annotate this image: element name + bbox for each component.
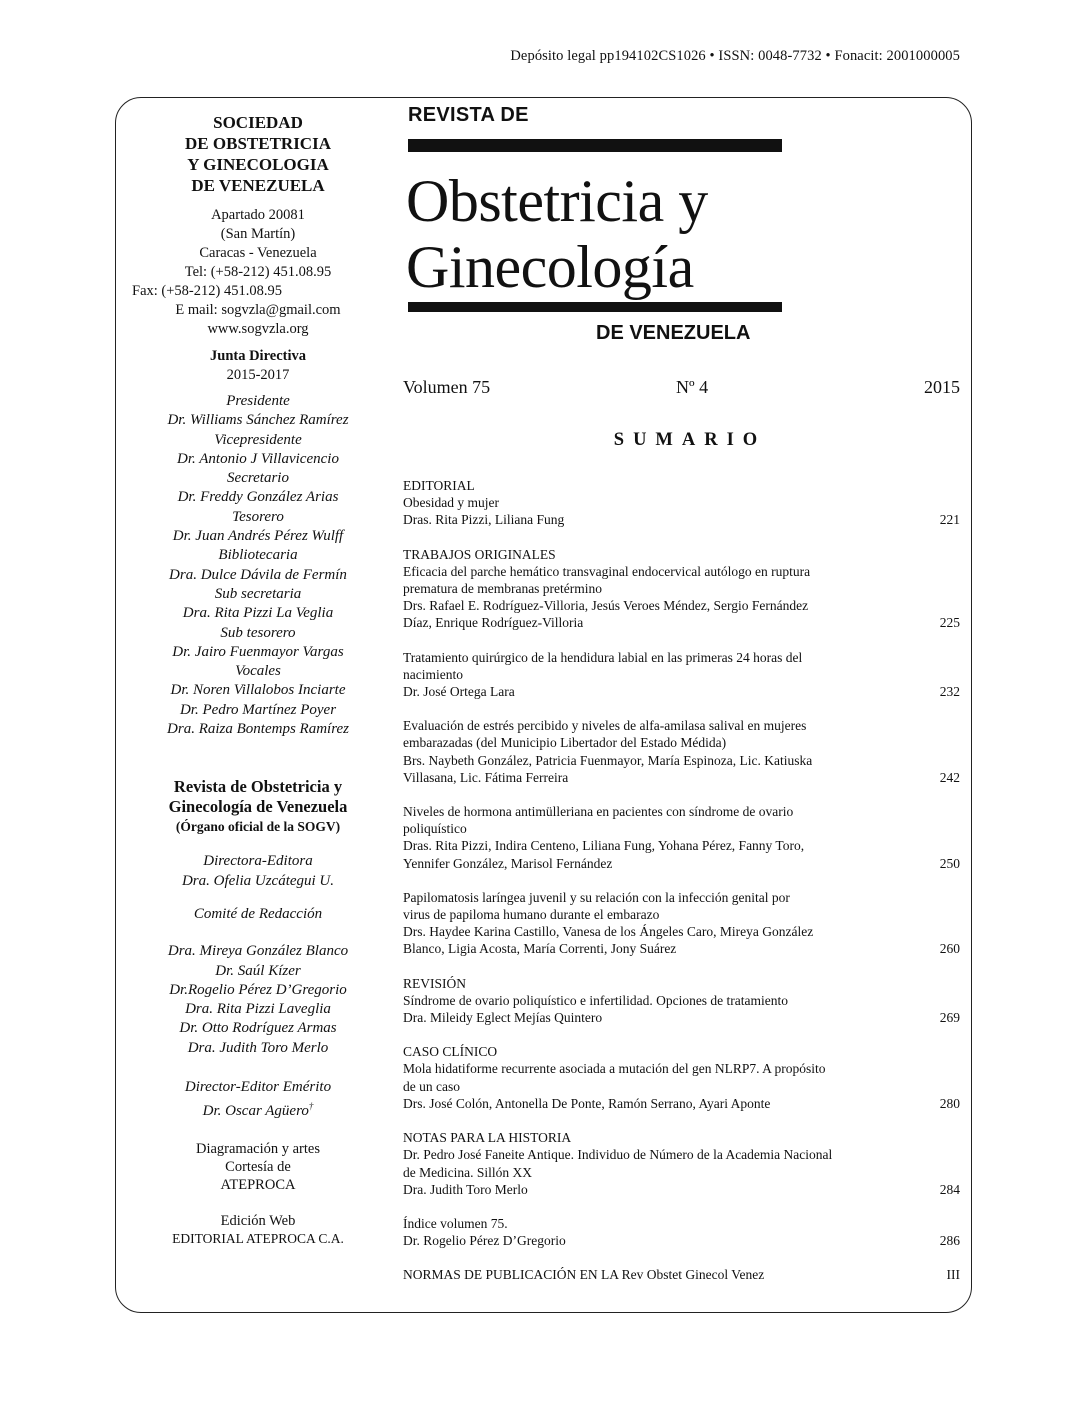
toc-section-historia	[403, 1129, 960, 1198]
article-authors-line: Drs. Rafael E. Rodríguez-Villoria, Jesús Veroes Méndez, Sergio Fernández	[403, 598, 809, 614]
article-authors: Dr. Rogelio Pérez D’Gregorio	[403, 1233, 566, 1249]
article-title-line: Tratamiento quirúrgico de la hendidura labial en las primeras 24 horas del	[403, 649, 803, 665]
toc-entry[interactable]	[403, 649, 960, 701]
board-period: 2015-2017	[226, 367, 290, 383]
toc-section-editorial	[403, 477, 960, 529]
toc-entry[interactable]	[403, 1146, 960, 1198]
board-role: Sub secretaria	[214, 585, 302, 602]
society-contact	[128, 206, 388, 339]
journal-info	[128, 777, 388, 1247]
left-column	[128, 112, 388, 1248]
layout-credit-line: Diagramación y artes	[195, 1140, 320, 1157]
board-member: Dr. Freddy González Arias	[177, 489, 339, 506]
page-number: 225	[939, 615, 960, 631]
toc-section-caso-clinico	[403, 1043, 960, 1112]
page-number: 269	[939, 1010, 960, 1026]
article-title-line: nacimiento	[403, 666, 463, 682]
section-heading: CASO CLÍNICO	[403, 1044, 498, 1060]
article-authors: Dras. Rita Pizzi, Liliana Fung	[403, 512, 565, 528]
article-authors-row	[403, 1009, 960, 1026]
page-number: 286	[939, 1233, 960, 1249]
website-link[interactable]: www.sogvzla.org	[207, 321, 309, 337]
layout-credits	[128, 1140, 388, 1194]
article-title-line: virus de papiloma humano durante el embarazo	[403, 907, 660, 923]
article-authors-row	[403, 1095, 960, 1112]
toc-entry[interactable]	[403, 889, 960, 958]
committee-member: Dra. Rita Pizzi Laveglia	[185, 1001, 331, 1018]
article-title-line: Evaluación de estrés percibido y niveles de alfa-amilasa salival en mujeres	[403, 718, 807, 734]
board-role: Vocales	[235, 663, 281, 680]
layout-credit-line: Cortesía de	[225, 1158, 291, 1175]
committee-member: Dr. Otto Rodríguez Armas	[179, 1020, 337, 1037]
board-member: Dr. Antonio J Villavicencio	[177, 450, 339, 467]
article-authors-row	[403, 940, 960, 957]
article-title-line: Niveles de hormona antimülleriana en pacientes con síndrome de ovario	[403, 804, 794, 820]
address-line: Caracas - Venezuela	[199, 245, 317, 261]
article-title-line: embarazadas (del Municipio Libertador del Estado Médida)	[403, 735, 727, 751]
article-authors-line: Drs. Haydee Karina Castillo, Vanesa de los Ángeles Caro, Mireya González	[403, 924, 814, 940]
masthead-de-venezuela: DE VENEZUELA	[596, 322, 751, 344]
article-authors-line: Dr. José Ortega Lara	[403, 684, 515, 700]
article-title-line: poliquístico	[403, 821, 467, 837]
toc-section-revision	[403, 975, 960, 1027]
page-number: 242	[939, 769, 960, 785]
journal-info-title-line: Ginecología de Venezuela	[168, 797, 348, 817]
board-role: Tesorero	[232, 508, 284, 525]
committee-member: Dra. Mireya González Blanco	[167, 943, 349, 960]
article-authors: Dra. Mileidy Eglect Mejías Quintero	[403, 1010, 603, 1026]
board-role: Secretario	[227, 470, 289, 487]
article-authors-row	[403, 683, 960, 700]
volume-label: Volumen 75	[403, 377, 491, 397]
section-heading: TRABAJOS ORIGINALES	[403, 546, 556, 562]
masthead-title	[406, 168, 786, 300]
article-authors-line: Blanco, Ligia Acosta, María Correnti, Jony Suárez	[403, 941, 677, 957]
toc-entry[interactable]	[403, 563, 960, 632]
toc-entry[interactable]	[403, 1060, 960, 1112]
masthead-title-line: Ginecología	[406, 234, 694, 300]
article-title-line: Papilomatosis laríngea juvenil y su relación con la infección genital por	[403, 889, 790, 905]
article-authors-row	[403, 855, 960, 872]
masthead-bottom-bar	[408, 302, 782, 312]
article-authors-row	[403, 614, 960, 631]
director-name: Dra. Ofelia Uzcátegui U.	[181, 872, 335, 889]
web-edition-title: Edición Web	[220, 1212, 296, 1229]
fax-line: Fax: (+58-212) 451.08.95	[132, 283, 282, 299]
board-member: Dra. Dulce Dávila de Fermín	[169, 566, 347, 583]
issue-info-row	[403, 377, 960, 399]
page-number: 284	[939, 1181, 960, 1197]
board-member: Dr. Noren Villalobos Inciarte	[170, 682, 346, 699]
toc-section-originales	[403, 546, 960, 958]
article-title[interactable]: Obesidad y mujer	[403, 495, 499, 511]
issue-year: 2015	[924, 377, 960, 397]
article-authors-line: Brs. Naybeth González, Patricia Fuenmayor, María Espinoza, Lic. Katiuska	[403, 752, 813, 768]
article-title[interactable]: Síndrome de ovario poliquístico e infertilidad. Opciones de tratamiento	[403, 992, 789, 1008]
article-authors-line: Yennifer González, Marisol Fernández	[403, 855, 613, 871]
masthead-revista-de: REVISTA DE	[408, 104, 529, 126]
address-line: (San Martín)	[220, 226, 296, 242]
board-member: Dra. Raiza Bontemps Ramírez	[167, 721, 349, 738]
board-member: Dr. Pedro Martínez Poyer	[179, 701, 337, 718]
committee-member: Dra. Judith Toro Merlo	[187, 1039, 329, 1056]
page-number: 280	[939, 1095, 960, 1111]
board-member: Dr. Juan Andrés Pérez Wulff	[172, 528, 344, 545]
board-list	[128, 392, 388, 739]
committee-member: Dr. Saúl Kízer	[215, 962, 301, 979]
committee-member: Dr.Rogelio Pérez D’Gregorio	[169, 981, 347, 998]
article-title-line: Dr. Pedro José Faneite Antique. Individuo de Número de la Academia Nacional	[403, 1147, 833, 1163]
sumario-heading: SUMARIO	[613, 430, 767, 450]
toc-section-indice	[403, 1215, 960, 1249]
board-title: Junta Directiva	[210, 348, 306, 364]
web-publisher: EDITORIAL ATEPROCA C.A.	[172, 1230, 344, 1246]
article-authors-row	[403, 511, 960, 528]
director-role: Directora-Editora	[203, 853, 313, 870]
article-title: NORMAS DE PUBLICACIÓN EN LA Rev Obstet Ginecol Venez	[403, 1267, 765, 1283]
board-role: Sub tesorero	[220, 624, 296, 641]
page-number: 250	[939, 855, 960, 871]
email-line[interactable]: E mail: sogvzla@gmail.com	[175, 302, 341, 318]
toc-entry[interactable]	[403, 803, 960, 872]
issue-number: Nº 4	[676, 377, 709, 397]
section-heading: NOTAS PARA LA HISTORIA	[403, 1130, 572, 1146]
board-member: Dr. Williams Sánchez Ramírez	[167, 412, 349, 429]
article-title-line: Eficacia del parche hemático transvaginal endocervical autólogo en ruptura	[403, 563, 811, 579]
address-line: Apartado 20081	[211, 207, 305, 223]
section-heading: EDITORIAL	[403, 478, 475, 493]
emeritus-role: Director-Editor Emérito	[184, 1079, 332, 1096]
article-authors: Drs. José Colón, Antonella De Ponte, Ramón Serrano, Ayari Aponte	[403, 1095, 771, 1111]
article-authors-line: Dras. Rita Pizzi, Indira Centeno, Liliana Fung, Yohana Pérez, Fanny Toro,	[403, 838, 805, 854]
emeritus-name: Dr. Oscar Agüero	[202, 1103, 309, 1120]
article-title[interactable]: Índice volumen 75.	[403, 1215, 508, 1231]
board-role: Vicepresidente	[214, 431, 302, 448]
society-name	[128, 112, 388, 196]
board-member: Dra. Rita Pizzi La Veglia	[182, 605, 334, 622]
society-name-line: DE OBSTETRICIA	[185, 134, 331, 153]
article-authors: Dra. Judith Toro Merlo	[403, 1181, 528, 1197]
section-heading: REVISIÓN	[403, 975, 466, 991]
committee-title: Comité de Redacción	[193, 905, 323, 922]
society-name-line: DE VENEZUELA	[191, 176, 325, 195]
article-authors-row	[403, 769, 960, 786]
board-role: Presidente	[226, 393, 290, 409]
article-authors-line: Villasana, Lic. Fátima Ferreira	[403, 769, 569, 785]
legal-deposit-line: Depósito legal pp194102CS1026 • ISSN: 0048-7732 • Fonacit: 2001000005	[510, 48, 960, 64]
board-member: Dr. Jairo Fuenmayor Vargas	[172, 643, 344, 660]
journal-organ: (Órgano oficial de la SOGV)	[175, 819, 341, 835]
table-of-contents	[403, 477, 960, 1284]
society-name-line: Y GINECOLOGIA	[187, 155, 329, 174]
page-number: 260	[939, 941, 960, 957]
article-authors-row	[403, 1232, 960, 1249]
board-role: Bibliotecaria	[218, 547, 298, 564]
journal-info-title-line: Revista de Obstetricia y	[173, 777, 343, 797]
phone-line: Tel: (+58-212) 451.08.95	[184, 264, 332, 280]
society-name-line: SOCIEDAD	[213, 113, 303, 132]
deceased-mark: †	[308, 1101, 314, 1112]
toc-section-normas[interactable]	[403, 1266, 960, 1283]
article-title-line: prematura de membranas pretérmino	[403, 581, 603, 597]
toc-entry[interactable]	[403, 717, 960, 786]
article-authors-row	[403, 1181, 960, 1198]
page-number: III	[946, 1267, 960, 1283]
article-title-line: de un caso	[403, 1078, 460, 1094]
page-number: 221	[939, 512, 960, 528]
article-authors-line: Díaz, Enrique Rodríguez-Villoria	[403, 615, 584, 631]
masthead-title-line: Obstetricia y	[406, 168, 708, 234]
article-title-line: Mola hidatiforme recurrente asociada a mutación del gen NLRP7. A propósito	[403, 1061, 826, 1077]
committee-list	[128, 942, 388, 1058]
layout-credit-line: ATEPROCA	[220, 1176, 296, 1193]
page-number: 232	[939, 684, 960, 700]
masthead-top-bar	[408, 139, 782, 152]
article-title-line: de Medicina. Sillón XX	[403, 1164, 532, 1180]
emeritus-name-row	[128, 1097, 388, 1121]
